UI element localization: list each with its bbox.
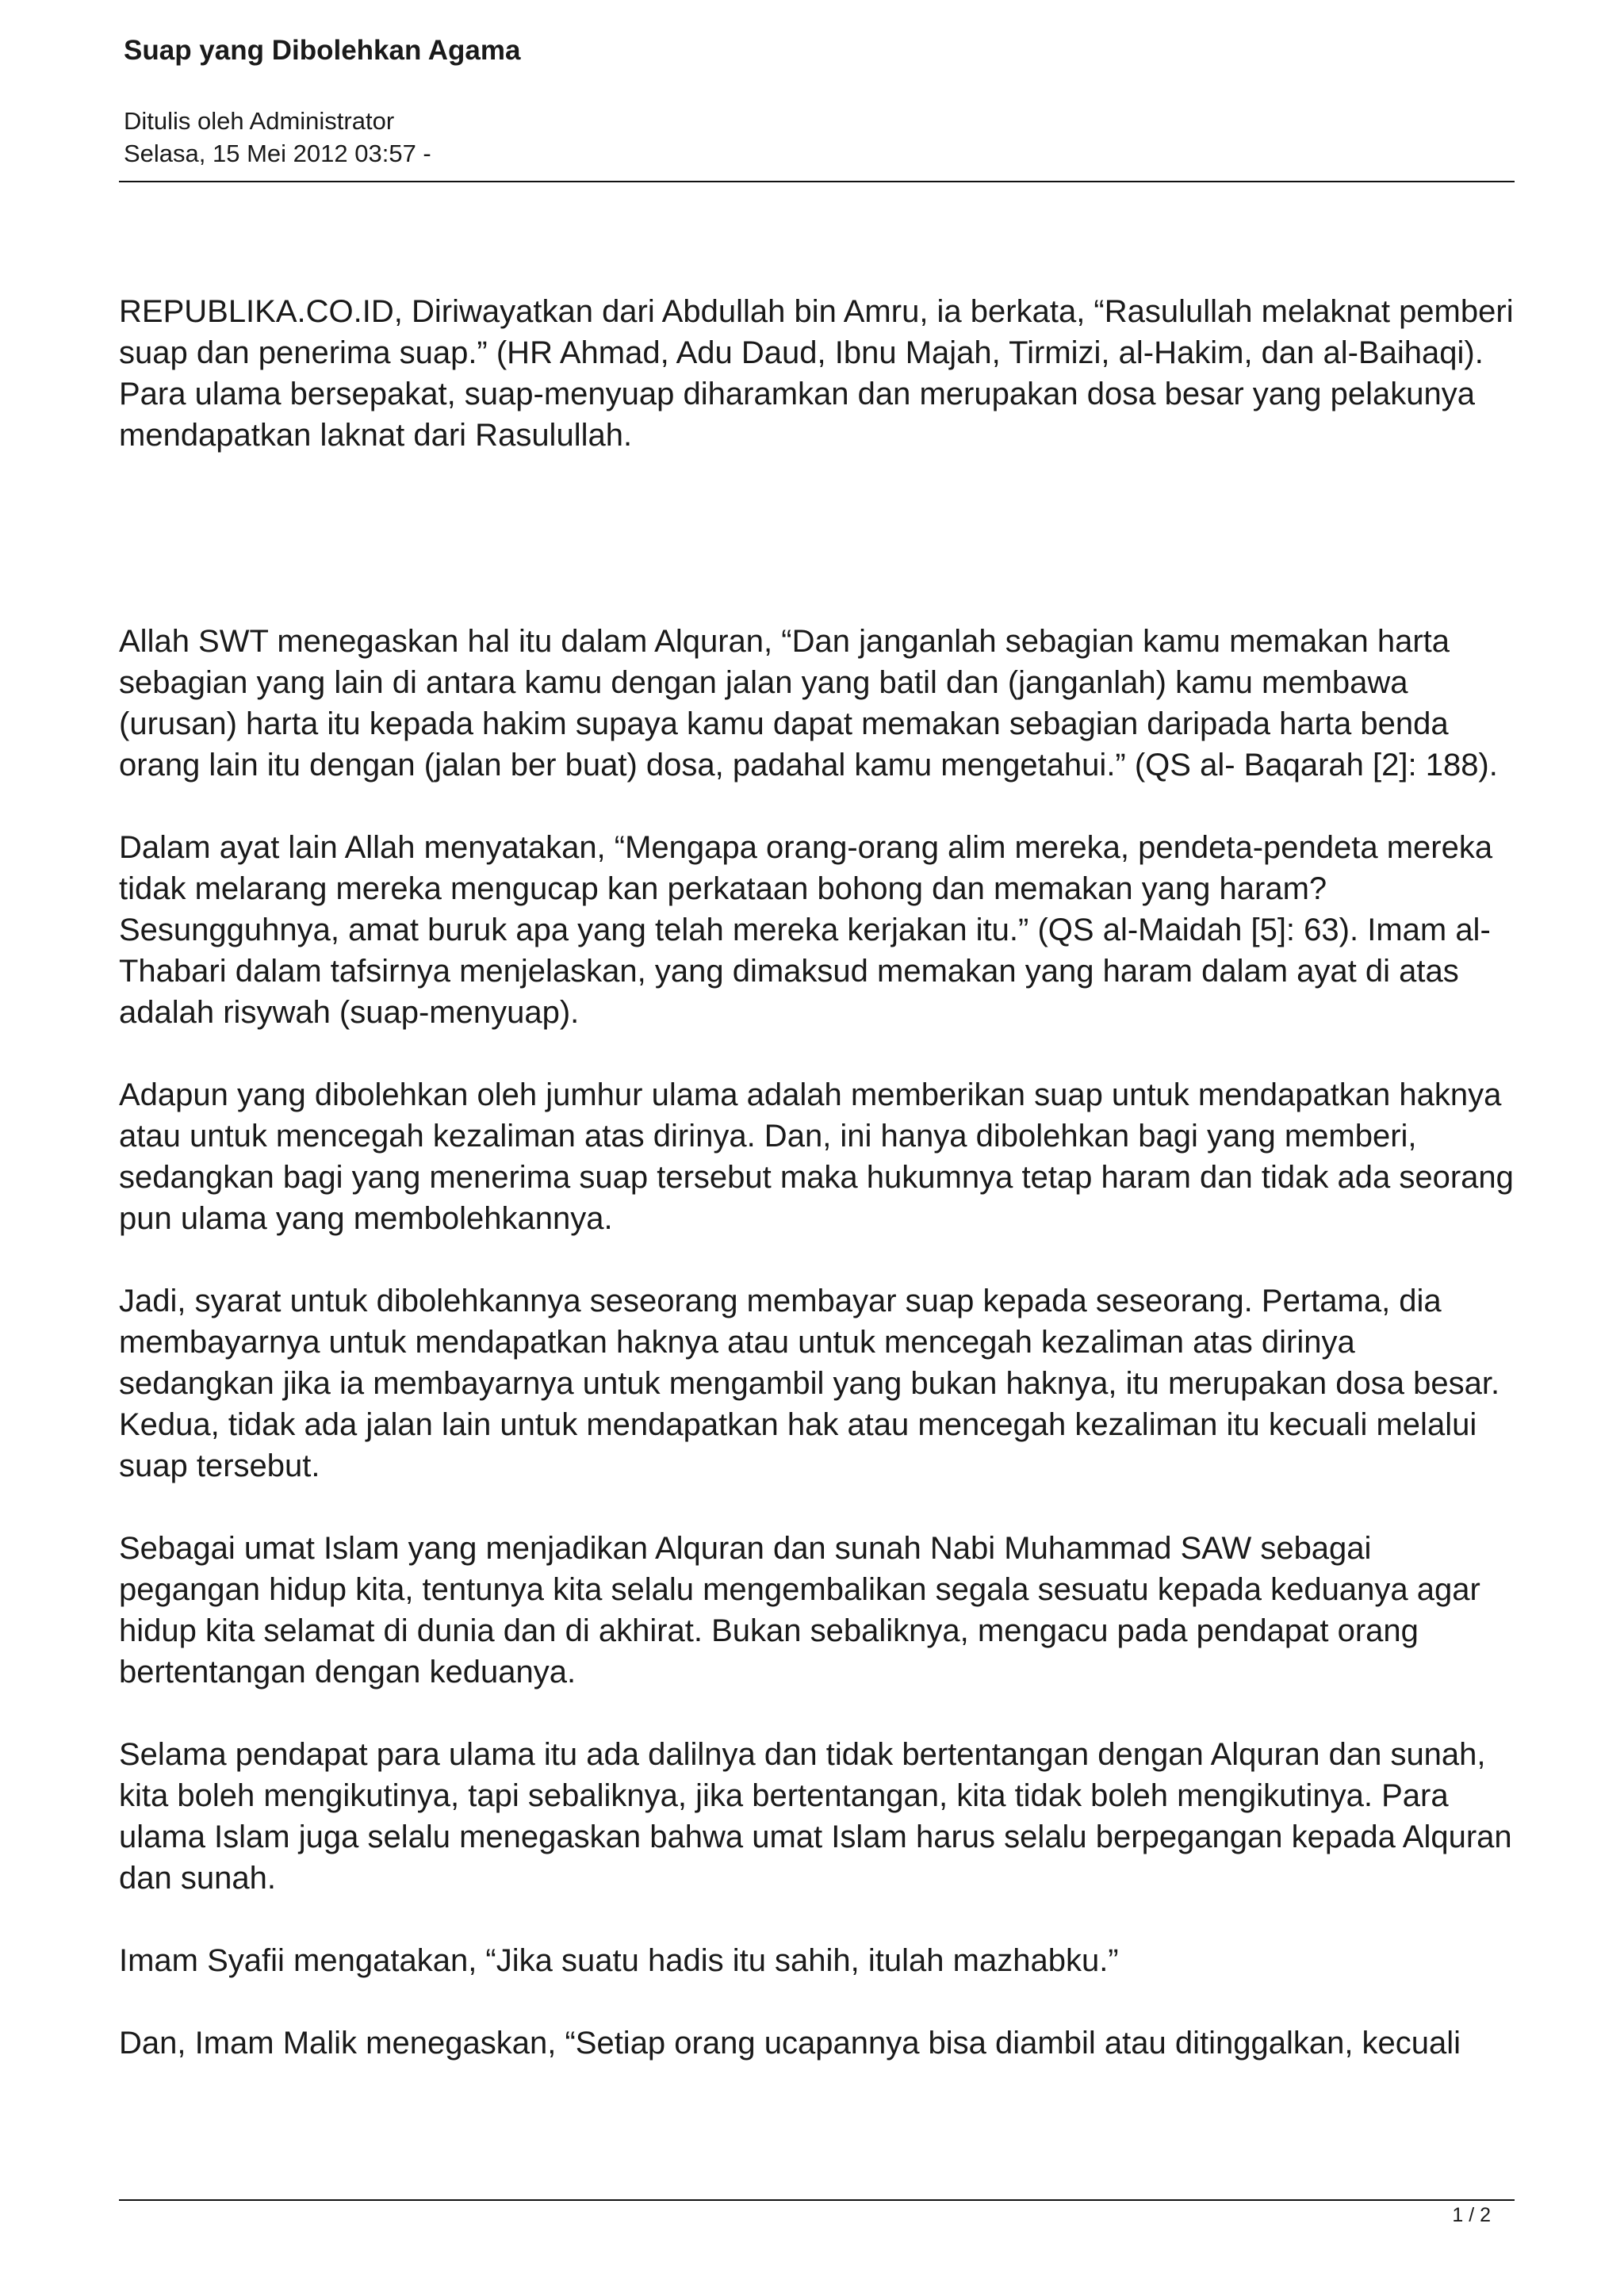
paragraph: Imam Syafii mengatakan, “Jika suatu hadis itu sahih, itulah mazhabku.” [119, 1943, 1119, 1978]
paragraph: REPUBLIKA.CO.ID, Diriwayatkan dari Abdullah bin Amru, ia berkata, “Rasulullah melaknat pemberi suap dan penerima suap.” (HR Ahmad, Adu Daud, Ibnu Majah, Tirmizi, al-Hakim, dan al-Baihaqi). Para ulama bersepakat, suap-menyuap diharamkan dan merupakan dosa besar yang pelakunya mendapatkan laknat dari Rasulullah. [119, 294, 1514, 453]
footer-divider [119, 2199, 1515, 2201]
article-meta [124, 105, 431, 170]
paragraph: Adapun yang dibolehkan oleh jumhur ulama adalah memberikan suap untuk mendapatkan haknya atau untuk mencegah kezaliman atas dirinya. Dan, ini hanya dibolehkan bagi yang memberi, sedangkan bagi yang menerima suap tersebut maka hukumnya tetap haram dan tidak ada seorang pun ulama yang membolehkannya. [119, 1077, 1514, 1236]
article-body [119, 291, 1515, 2064]
paragraph: Jadi, syarat untuk dibolehkannya seseorang membayar suap kepada seseorang. Pertama, dia membayarnya untuk mendapatkan haknya atau untuk mencegah kezaliman atas dirinya sedangkan jika ia membayarnya untuk mengambil yang bukan haknya, itu merupakan dosa besar. Kedua, tidak ada jalan lain untuk mendapatkan hak atau mencegah kezaliman itu kecuali melalui suap tersebut. [119, 1284, 1500, 1483]
paragraph: Dalam ayat lain Allah menyatakan, “Mengapa orang-orang alim mereka, pendeta-pendeta mereka tidak melarang mereka mengucap kan perkataan bohong dan memakan yang haram? Sesungguhnya, amat buruk apa yang telah mereka kerjakan itu.” (QS al-Maidah [5]: 63). Imam al-Thabari dalam tafsirnya menjelaskan, yang dimaksud memakan yang haram dalam ayat di atas adalah risywah (suap-menyuap). [119, 830, 1493, 1030]
paragraph: Allah SWT menegaskan hal itu dalam Alquran, “Dan janganlah sebagian kamu memakan harta sebagian yang lain di antara kamu dengan jalan yang batil dan (janganlah) kamu membawa (urusan) harta itu kepada hakim supaya kamu dapat memakan sebagian daripada harta benda orang lain itu dengan (jalan ber buat) dosa, padahal kamu mengetahui.” (QS al- Baqarah [2]: 188). [119, 624, 1498, 783]
date-line: Selasa, 15 Mei 2012 03:57 - [124, 140, 431, 167]
header-divider [119, 181, 1515, 182]
author-line: Ditulis oleh Administrator [124, 107, 395, 135]
paragraph: Dan, Imam Malik menegaskan, “Setiap orang ucapannya bisa diambil atau ditinggalkan, kecuali [119, 2026, 1461, 2061]
page-number: 1 / 2 [1452, 2204, 1491, 2226]
article-title: Suap yang Dibolehkan Agama [124, 35, 521, 66]
paragraph: Selama pendapat para ulama itu ada dalilnya dan tidak bertentangan dengan Alquran dan sunah, kita boleh mengikutinya, tapi sebaliknya, jika bertentangan, kita tidak boleh mengikutinya. Para ulama Islam juga selalu menegaskan bahwa umat Islam harus selalu berpegangan kepada Alquran dan sunah. [119, 1737, 1512, 1896]
paragraph: Sebagai umat Islam yang menjadikan Alquran dan sunah Nabi Muhammad SAW sebagai pegangan hidup kita, tentunya kita selalu mengembalikan segala sesuatu kepada keduanya agar hidup kita selamat di dunia dan di akhirat. Bukan sebaliknya, mengacu pada pendapat orang bertentangan dengan keduanya. [119, 1531, 1480, 1689]
document-page [119, 0, 1515, 2296]
